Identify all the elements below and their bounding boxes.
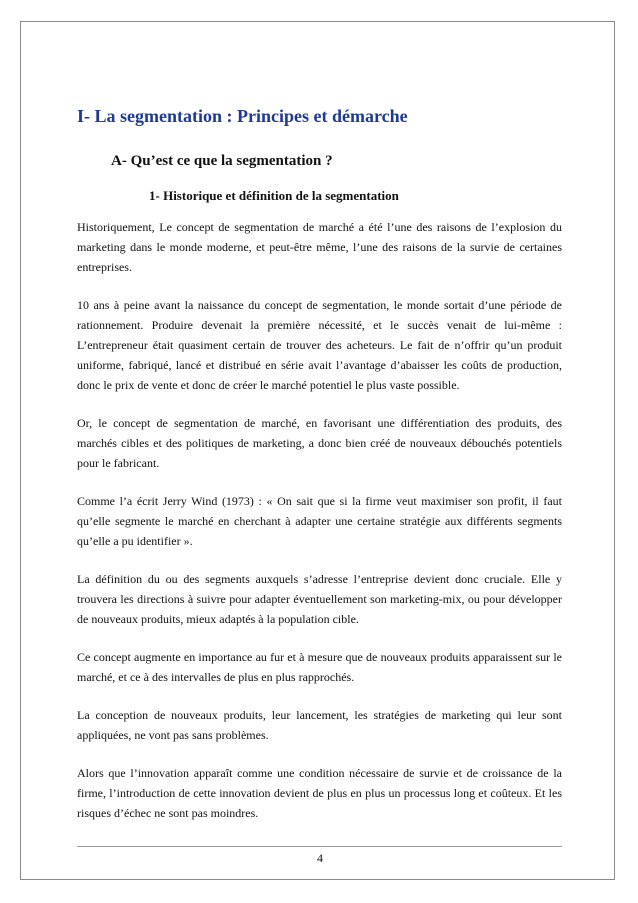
paragraph-5: La définition du ou des segments auxquels s’adresse l’entreprise devient donc cruciale. Elle y trouvera les directions à suivre pour adapter éventuellement son marketing-mix, ou pour développer de nouveaux produits, mieux adaptés à la population cible. [77, 572, 562, 626]
document-body [77, 105, 562, 823]
subsubsection-heading: 1- Historique et définition de la segmentation [149, 188, 399, 203]
paragraph-2: 10 ans à peine avant la naissance du concept de segmentation, le monde sortait d’une période de rationnement. Produire devenait la première nécessité, et le succès venait de lui-même : L’entrepreneur était quasiment certain de trouver des acheteurs. Le fait de n’offrir qu’un produit uniforme, fabriqué, lancé et distribué en série avait l’avantage d’abaisser les coûts de production, donc le prix de vente et donc de créer le marché potentiel le plus vaste possible. [77, 298, 562, 392]
subsection-heading: A- Qu’est ce que la segmentation ? [111, 153, 333, 169]
paragraph-3: Or, le concept de segmentation de marché, en favorisant une différentiation des produits, des marchés cibles et des politiques de marketing, a donc bien créé de nouveaux débouchés potentiels pour le fabricant. [77, 416, 562, 470]
paragraph-7: La conception de nouveaux produits, leur lancement, les stratégies de marketing qui leur sont appliquées, ne vont pas sans problèmes. [77, 708, 562, 742]
section-heading: I- La segmentation : Principes et démarche [77, 106, 408, 126]
paragraph-6: Ce concept augmente en importance au fur et à mesure que de nouveaux produits apparaissent sur le marché, et ce à des intervalles de plus en plus rapprochés. [77, 650, 562, 684]
paragraph-4: Comme l’a écrit Jerry Wind (1973) : « On sait que si la firme veut maximiser son profit, il faut qu’elle segmente le marché en cherchant à adapter une certaine stratégie aux différents segments qu’elle a pu identifier ». [77, 494, 562, 548]
paragraph-8: Alors que l’innovation apparaît comme une condition nécessaire de survie et de croissance de la firme, l’introduction de cette innovation devient de plus en plus un processus long et coûteux. Et les risques d’échec ne sont pas moindres. [77, 766, 562, 820]
footer-divider [77, 846, 562, 847]
paragraph-1: Historiquement, Le concept de segmentation de marché a été l’une des raisons de l’explosion du marketing dans le monde moderne, et peut-être même, l’une des raisons de la survie de certaines entreprises. [77, 220, 562, 274]
page-number: 4 [317, 851, 323, 865]
